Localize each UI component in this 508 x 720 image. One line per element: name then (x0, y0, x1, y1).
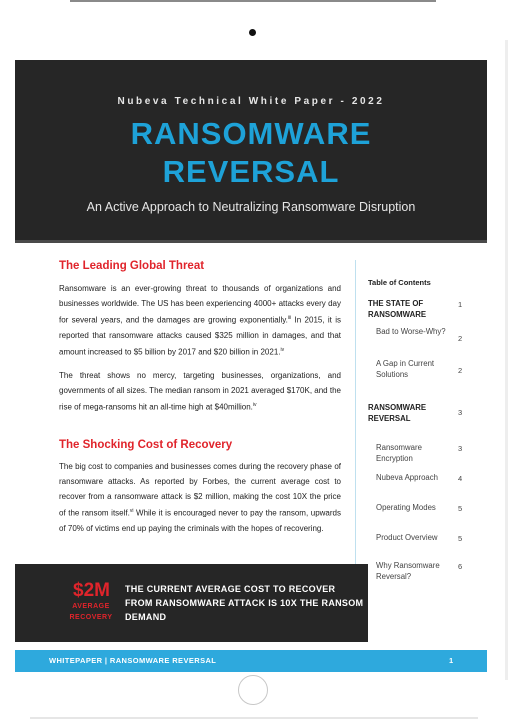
toc-item[interactable]: Why Ransomware Reversal? (376, 561, 440, 581)
toc-item[interactable]: Nubeva Approach (376, 473, 438, 482)
footer-page-number: 1 (449, 656, 454, 665)
header-divider (15, 240, 487, 243)
paragraph: The threat shows no mercy, targeting businesses, organizations, and governments of all sizes. The median ransom in 2021 averaged $170K, and the rise of mega-ransoms hit an all-time high at $40million.$^{iv}$ (59, 371, 341, 412)
toc-page-number: 5 (458, 504, 463, 513)
toc-page-number: 1 (458, 300, 463, 309)
stat-callout (15, 564, 368, 642)
toc-page-number: 5 (458, 534, 463, 543)
page-indicator-dot[interactable] (249, 29, 256, 36)
scroll-indicator-bar (70, 0, 436, 2)
page-footer (15, 650, 487, 672)
toc-page-number: 2 (458, 366, 463, 375)
document-title-line1: RANSOMWARE (130, 116, 372, 151)
toc-page-number: 2 (458, 334, 463, 343)
toc-item[interactable]: Ransomware Encryption (376, 443, 422, 463)
paragraph: The big cost to companies and businesses comes during the recovery phase of ransomware attacks. As reported by Forbes, the current average cost to recover from a ransomware attack is $2 million, making the cost 10X the price of the ransom itself.$^{vi}$ While it is encouraged never to pay the ransom, upwards of 70% of victims end up paying the criminals with the hopes of recovering. (59, 461, 341, 533)
toc-heading: Table of Contents (368, 278, 431, 287)
toc-item[interactable]: Product Overview (376, 533, 438, 542)
footer-label: WHITEPAPER | RANSOMWARE REVERSAL (49, 656, 217, 665)
cover-header (15, 60, 487, 240)
bottom-bar (30, 717, 478, 719)
table-of-contents (355, 260, 488, 586)
toc-item[interactable]: Bad to Worse-Why? (376, 327, 446, 336)
stat-description: THE CURRENT AVERAGE COST TO RECOVER FROM RANSOMWARE ATTACK IS 10X THE RANSOM DEMAND (125, 584, 364, 622)
stat-value: $2M (73, 580, 110, 601)
stat-label: AVERAGE RECOVERY (69, 603, 113, 621)
section-heading-threat: The Leading Global Threat (59, 260, 205, 272)
home-button[interactable] (238, 675, 268, 705)
section-heading-cost: The Shocking Cost of Recovery (59, 438, 233, 451)
document-title-line2: REVERSAL (162, 154, 340, 189)
toc-item[interactable]: Operating Modes (376, 503, 436, 512)
toc-item[interactable]: A Gap in Current Solutions (376, 359, 435, 379)
main-column (59, 260, 341, 536)
paragraph: Ransomware is an ever-growing threat to thousands of organizations and businesses worldwide. The US has been experiencing 4000+ attacks every day for several years, and the damages are growing exponentially.$^{iii}$ In 2015, it is reported that ransomware attacks caused $325 million in damages, and that amount increased to $5 billion by 2017 and $20 billion in 2021.$^{iv}$ (59, 284, 341, 357)
toc-page-number: 3 (458, 444, 463, 453)
document-kicker: Nubeva Technical White Paper - 2022 (117, 96, 385, 107)
document-page (15, 60, 487, 672)
toc-page-number: 4 (458, 474, 463, 483)
toc-page-number: 6 (458, 562, 463, 571)
document-subtitle: An Active Approach to Neutralizing Ransomware Disruption (86, 200, 416, 214)
toc-page-number: 3 (458, 408, 463, 417)
toc-section-state[interactable]: THE STATE OF RANSOMWARE (368, 299, 427, 319)
toc-section-reversal[interactable]: RANSOMWARE REVERSAL (368, 403, 427, 423)
